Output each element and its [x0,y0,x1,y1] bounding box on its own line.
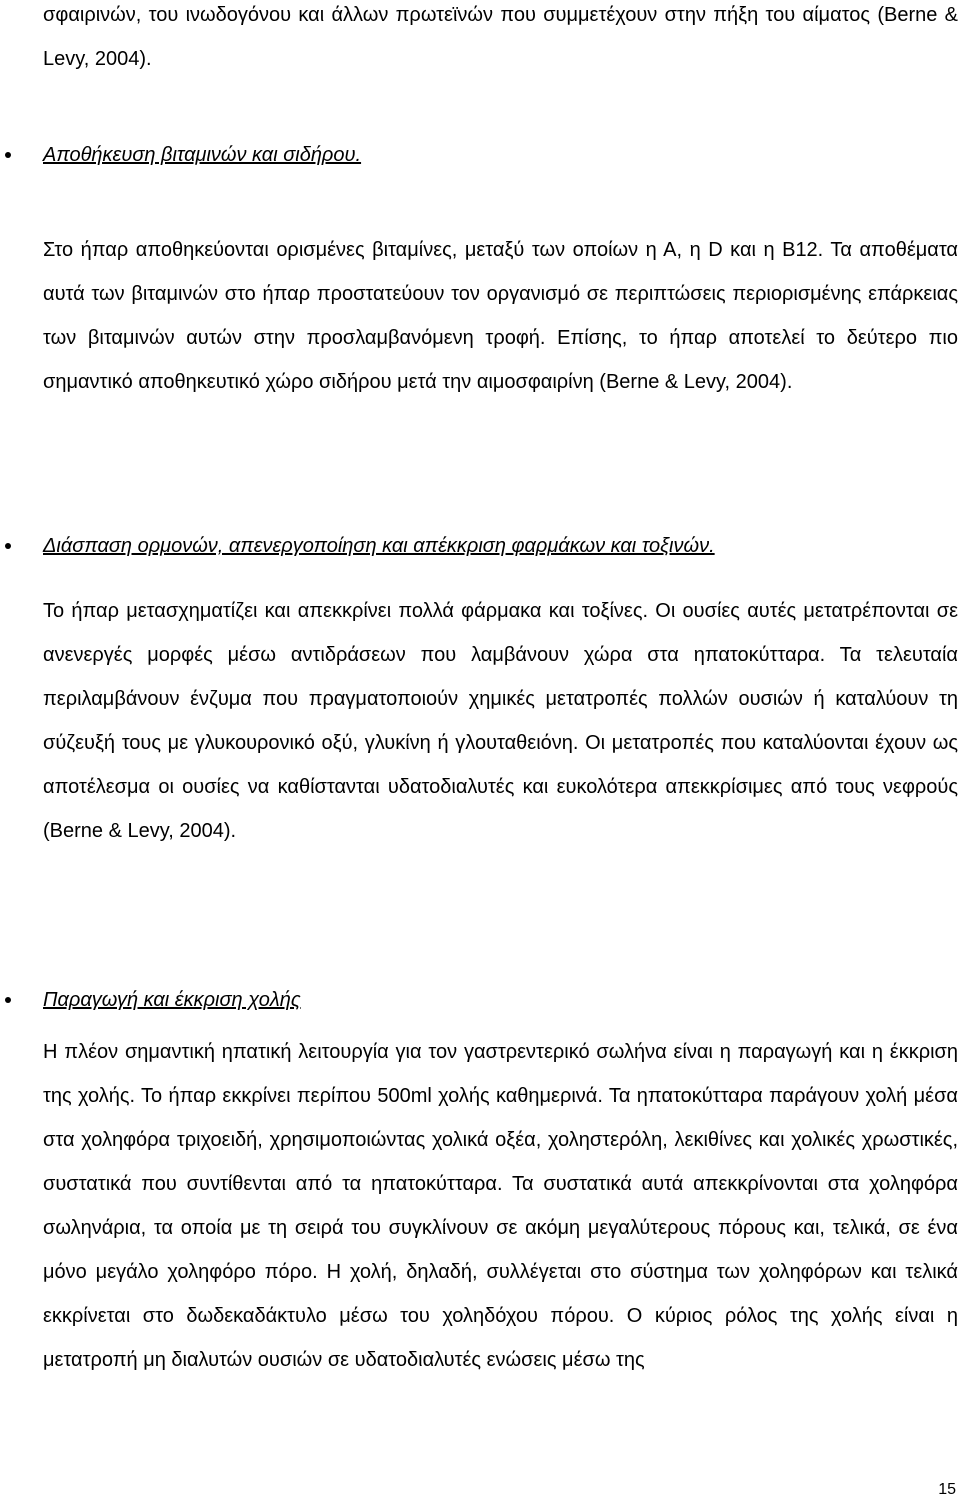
page-number: 15 [938,1481,956,1498]
paragraph-bile-production: Η πλέον σημαντική ηπατική λειτουργία για τον γαστρεντερικό σωλήνα είναι η παραγωγή και η έκκριση της χολής. Το ήπαρ εκκρίνει περίπου 500ml χολής καθημερινά. Τα ηπατοκύτταρα παράγουν χολή μέσα στα χοληφόρα τριχοειδή, χρησιμοποιώντας χολικά οξέα, χοληστερόλη, λεκιθίνες και χολικές χρωστικές, συστατικά που συντίθενται από τα ηπατοκύτταρα. Τα συστατικά αυτά απεκκρίνονται στα χοληφόρα σωληνάρια, τα οποία με τη σειρά του συγκλίνουν σε ακόμη μεγαλύτερους πόρους και, τελικά, σε ένα μόνο μεγάλο χοληφόρο πόρο. Η χολή, δηλαδή, συλλέγεται στο σύστημα των χοληφόρων και τελικά εκκρίνεται στο δωδεκαδάκτυλο μέσω του χοληδόχου πόρου. Ο κύριος ρόλος της χολής είναι η μετατροπή μη διαλυτών ουσιών σε υδατοδιαλυτές ενώσεις μέσω της [43,1041,958,1371]
bullet-vitamin-storage [0,140,958,170]
heading-hormone-breakdown: Διάσπαση ορμονών, απενεργοποίηση και απέκκριση φαρμάκων και τοξινών. [43,535,715,557]
paragraph-drug-metabolism: Το ήπαρ μετασχηματίζει και απεκκρίνει πολλά φάρμακα και τοξίνες. Οι ουσίες αυτές μετατρέπονται σε ανενεργές μορφές μέσω αντιδράσεων που λαμβάνουν χώρα στα ηπατοκύτταρα. Τα τελευταία περιλαμβάνουν ένζυμα που πραγματοποιούν χημικές μετατροπές πολλών ουσιών ή καταλύουν τη σύζευξή τους με γλυκουρονικό οξύ, γλυκίνη ή γλουταθειόνη. Οι μετατροπές που καταλύονται έχουν ως αποτέλεσμα οι ουσίες να καθίστανται υδατοδιαλυτές και ευκολότερα απεκκρίσιμες από τους νεφρούς (Berne & Levy, 2004). [43,600,958,842]
bullet-bile-production [0,985,958,1015]
bullet-icon [5,152,11,158]
heading-vitamin-storage: Αποθήκευση βιταμινών και σιδήρου. [43,144,362,166]
bullet-icon [5,997,11,1003]
bullet-icon [5,543,11,549]
paragraph-vitamin-storage: Στο ήπαρ αποθηκεύονται ορισμένες βιταμίνες, μεταξύ των οποίων η Α, η D και η Β12. Τα αποθέματα αυτά των βιταμινών στο ήπαρ προστατεύουν τον οργανισμό σε περιπτώσεις περιορισμένης επάρκειας των βιταμινών αυτών στην προσλαμβανόμενη τροφή. Επίσης, το ήπαρ αποτελεί το δεύτερο πιο σημαντικό αποθηκευτικό χώρο σιδήρου μετά την αιμοσφαιρίνη (Berne & Levy, 2004). [43,239,958,393]
bullet-hormone-breakdown [0,531,958,561]
paragraph-blood-clotting: σφαιρινών, του ινωδογόνου και άλλων πρωτεϊνών που συμμετέχουν στην πήξη του αίματος (Berne & Levy, 2004). [43,4,958,70]
heading-bile-production: Παραγωγή και έκκριση χολής [43,989,301,1011]
